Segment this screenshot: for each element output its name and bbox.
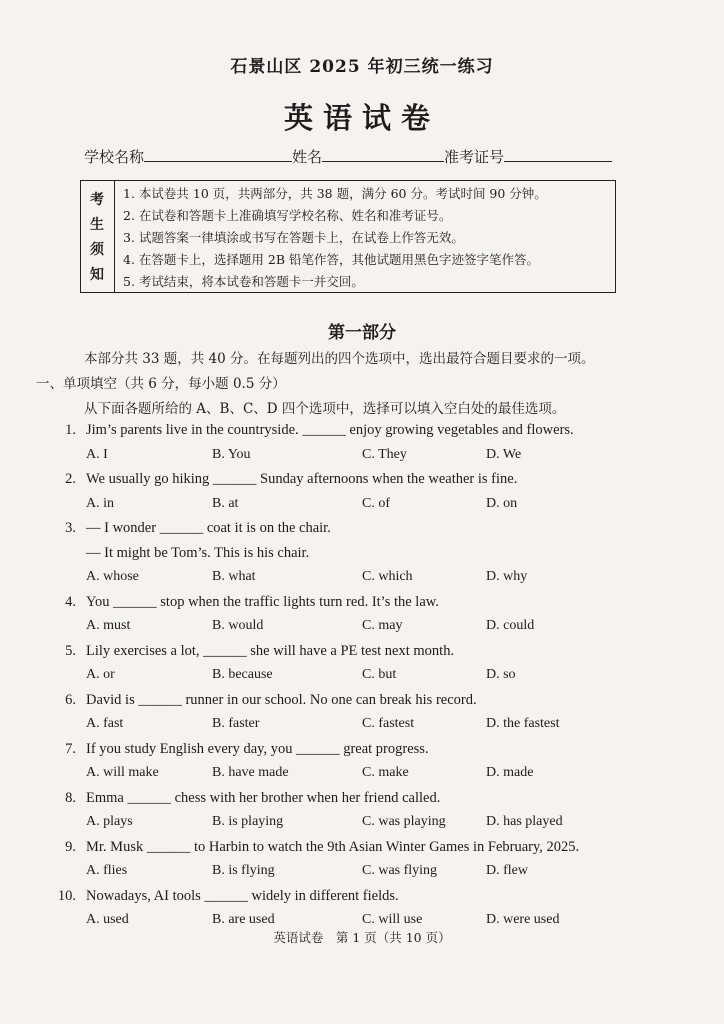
notice-label-char: 知 [90,267,104,283]
question-text: We usually go hiking ______ Sunday afternoons when the weather is fine. [86,471,518,487]
answer-option[interactable]: B. would [212,618,264,633]
answer-option[interactable]: C. which [362,569,413,584]
answer-option[interactable]: C. will use [362,912,423,927]
part-title: 第一部分 [328,323,396,343]
notice-box [80,180,616,293]
answer-option[interactable]: D. We [486,446,522,462]
answer-option[interactable]: D. were used [486,912,560,927]
question-text: Mr. Musk ______ to Harbin to watch the 9th Asian Winter Games in February, 2025. [86,838,580,855]
answer-option[interactable]: A. whose [86,569,139,584]
subject-title: 英语试卷 [283,101,440,135]
answer-option[interactable]: B. because [212,667,273,682]
answer-option[interactable]: D. the fastest [486,716,560,731]
answer-option[interactable]: C. was playing [362,814,446,829]
answer-option[interactable]: B. is flying [212,863,275,878]
answer-option[interactable]: B. are used [212,912,275,927]
notice-label-char: 生 [90,217,104,233]
notice-line: 1. 本试卷共 10 页，共两部分，共 38 题，满分 60 分。考试时间 90 分钟。 [123,186,547,201]
answer-option[interactable]: B. what [212,569,256,584]
answer-option[interactable]: C. of [362,495,390,511]
notice-line: 4. 在答题卡上，选择题用 2B 铅笔作答，其他试题用黑色字迹签字笔作答。 [123,252,539,267]
answer-option[interactable]: D. has played [486,814,563,829]
answer-option[interactable]: D. on [486,495,518,511]
answer-option[interactable]: D. why [486,569,528,584]
answer-option[interactable]: B. is playing [212,814,284,829]
section-instruction: 从下面各题所给的 A、B、C、D 四个选项中，选择可以填入空白处的最佳选项。 [84,401,566,417]
question-text: Jim’s parents live in the countryside. ______ enjoy growing vegetables and flowers. [86,422,574,438]
question-text: Lily exercises a lot, ______ she will have a PE test next month. [86,642,455,659]
answer-option[interactable]: A. or [86,667,115,682]
answer-option[interactable]: D. flew [486,863,528,878]
exam-id-blank[interactable] [504,147,612,162]
question-number: 5. [65,642,76,659]
answer-option[interactable]: A. used [86,912,129,927]
question-number: 2. [65,471,76,487]
answer-option[interactable]: A. fast [86,716,124,731]
name-label: 姓名 [292,148,323,166]
answer-option[interactable]: C. They [362,446,407,462]
school-blank[interactable] [144,147,292,162]
answer-option[interactable]: A. must [86,618,131,633]
name-blank[interactable] [322,147,444,162]
question-number: 1. [65,422,76,438]
question-text: David is ______ runner in our school. No one can break his record. [86,691,477,708]
question-number: 6. [65,691,76,708]
answer-option[interactable]: A. in [86,495,114,511]
answer-option[interactable]: A. flies [86,863,128,878]
page-footer: 英语试卷 第 1 页（共 10 页） [273,930,451,945]
exam-id-label: 准考证号 [444,148,505,166]
answer-option[interactable]: C. may [362,618,403,633]
notice-line: 5. 考试结束，将本试卷和答题卡一并交回。 [123,274,364,289]
question-number: 8. [65,789,76,806]
question-text: Nowadays, AI tools ______ widely in different fields. [86,887,399,904]
answer-option[interactable]: A. I [86,446,108,462]
answer-option[interactable]: B. at [212,495,239,511]
question-text: — I wonder ______ coat it is on the chair. [86,520,331,536]
question-number: 4. [65,593,76,610]
notice-line: 2. 在试卷和答题卡上准确填写学校名称、姓名和准考证号。 [123,208,452,223]
answer-option[interactable]: C. fastest [362,716,415,731]
answer-option[interactable]: B. have made [212,765,289,780]
answer-option[interactable]: C. make [362,765,409,780]
answer-option[interactable]: C. but [362,667,397,682]
answer-option[interactable]: A. will make [86,765,159,780]
question-text: You ______ stop when the traffic lights turn red. It’s the law. [86,593,439,610]
question-text: If you study English every day, you ______ great progress. [86,740,429,757]
answer-option[interactable]: B. faster [212,716,260,731]
notice-line: 3. 试题答案一律填涂或书写在答题卡上，在试卷上作答无效。 [123,230,464,245]
question-text: Emma ______ chess with her brother when her friend called. [86,789,441,806]
question-number: 10. [57,887,76,904]
part-intro: 本部分共 33 题，共 40 分。在每题列出的四个选项中，选出最符合题目要求的一项。 [84,351,595,367]
notice-label-char: 考 [90,192,104,208]
section-title: 一、单项填空（共 6 分，每小题 0.5 分） [36,376,286,392]
answer-option[interactable]: B. You [212,446,251,462]
student-info-row [84,146,612,167]
question-number: 7. [65,740,76,757]
district-title: 石景山区 2025 年初三统一练习 [230,57,494,77]
answer-option[interactable]: A. plays [86,814,133,829]
answer-option[interactable]: D. could [486,618,535,633]
answer-option[interactable]: C. was flying [362,863,438,878]
school-label: 学校名称 [84,148,145,166]
question-number: 3. [65,520,76,536]
answer-option[interactable]: D. made [486,765,534,780]
question-text: — It might be Tom’s. This is his chair. [86,544,310,561]
notice-label-char: 须 [90,242,104,258]
notice-label [81,181,115,292]
answer-option[interactable]: D. so [486,667,516,682]
question-number: 9. [65,838,76,855]
